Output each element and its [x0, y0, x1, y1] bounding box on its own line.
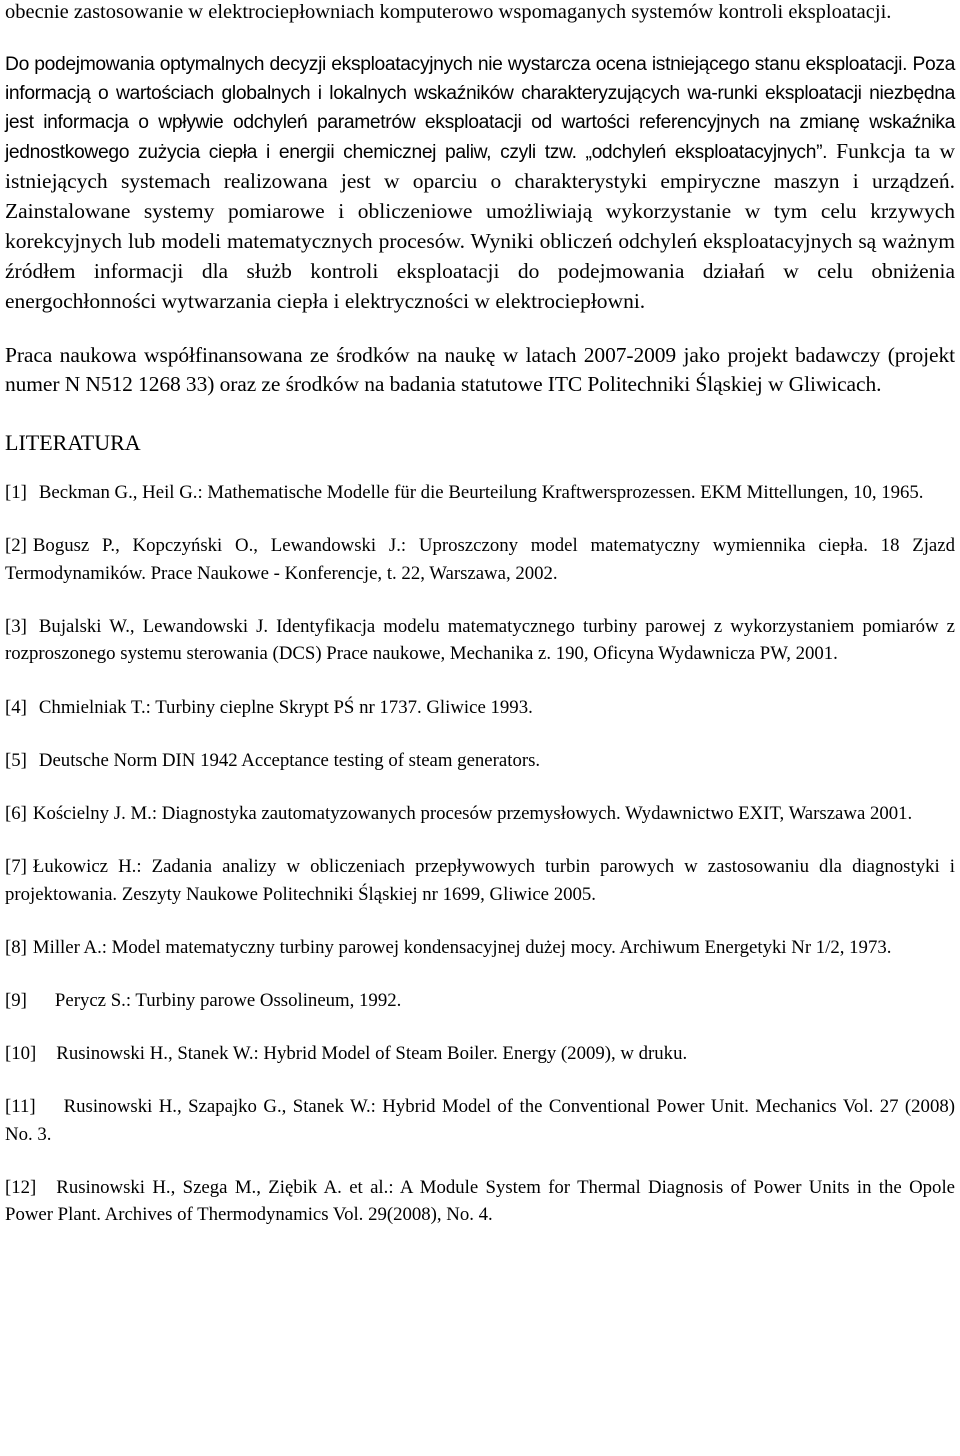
- reference-item: [5, 479, 955, 506]
- reference-text: Rusinowski H., Stanek W.: Hybrid Model of Steam Boiler. Energy (2009), w druku.: [56, 1043, 688, 1065]
- analysis-paragraph: [5, 50, 955, 317]
- reference-number: [9]: [5, 990, 27, 1012]
- reference-item: [5, 800, 955, 827]
- reference-item: [5, 1040, 955, 1067]
- reference-item: [5, 987, 955, 1014]
- reference-item: [5, 694, 955, 721]
- funding-paragraph: Praca naukowa współfinansowana ze środków na naukę w latach 2007-2009 jako projekt badawczy (projekt numer N N512 1268 33) oraz ze środków na badania statutowe ITC Politechniki Śląskiej w Gliwicach.: [5, 343, 955, 396]
- reference-text: Bogusz P., Kopczyński O., Lewandowski J.: Uproszczony model matematyczny wymiennika ciepła. 18 Zjazd Termodynamików. Prace Naukowe - Konferencje, t. 22, Warszawa, 2002.: [5, 535, 955, 584]
- reference-item: [5, 853, 955, 908]
- reference-number: [2]: [5, 535, 27, 557]
- reference-text: Kościelny J. M.: Diagnostyka zautomatyzowanych procesów przemysłowych. Wydawnictwo EXIT, Warszawa 2001.: [32, 803, 913, 825]
- reference-number: [4]: [5, 696, 27, 718]
- reference-item: [5, 532, 955, 587]
- intro-paragraph: obecnie zastosowanie w elektrociepłowniach komputerowo wspomaganych systemów kontroli eksploatacji.: [5, 1, 892, 23]
- reference-number: [8]: [5, 936, 27, 958]
- references-heading: LITERATURA: [5, 430, 141, 456]
- reference-text: Beckman G., Heil G.: Mathematische Modelle für die Beurteilung Kraftwersprozessen. EKM Mittellungen, 10, 1965.: [38, 482, 924, 504]
- reference-text: Chmielniak T.: Turbiny cieplne Skrypt PŚ nr 1737. Gliwice 1993.: [38, 696, 533, 718]
- reference-item: [5, 1174, 955, 1229]
- reference-number: [6]: [5, 803, 27, 825]
- reference-number: [5]: [5, 749, 27, 771]
- reference-text: Rusinowski H., Szega M., Ziębik A. et al.: A Module System for Thermal Diagnosis of Power Units in the Opole Power Plant. Archives of Thermodynamics Vol. 29(2008), No. 4.: [5, 1177, 955, 1226]
- document-page: [5, 0, 955, 1255]
- reference-number: [10]: [5, 1043, 37, 1065]
- reference-item: [5, 1093, 955, 1148]
- reference-text: Łukowicz H.: Zadania analizy w obliczeniach przepływowych turbin parowych w zastosowaniu dla diagnostyki i projektowania. Zeszyty Naukowe Politechniki Śląskiej nr 1699, Gliwice 2005.: [5, 856, 955, 905]
- analysis-paragraph-main: Poza informacją o wartościach globalnych i lokalnych wskaźników charakteryzujących wa-runki eksploatacji niezbędna jest informacja o wpływie odchyleń parametrów eksploatacji od wartości referencyjnych na zmianę wskaźnika jednostkowego zużycia ciepła i energii chemicznej paliw, czyli tzw. „odchyleń eksploatacyjnych”.: [5, 54, 955, 163]
- analysis-paragraph-start: Do podejmowania optymalnych decyzji eksploatacyjnych nie wystarcza ocena istniejącego stanu eksploatacji.: [5, 54, 908, 75]
- reference-number: [3]: [5, 616, 27, 637]
- reference-list: [5, 479, 955, 1229]
- reference-number: [11]: [5, 1096, 36, 1118]
- reference-number: [12]: [5, 1177, 37, 1199]
- reference-text: Bujalski W., Lewandowski J. Identyfikacja modelu matematycznego turbiny parowej z wykorzystaniem pomiarów z rozproszonego systemu sterowania (DCS) Prace naukowe, Mechanika z. 190, Oficyna Wydawnicza PW, 2001.: [5, 616, 955, 665]
- analysis-paragraph-serif: Funkcja ta w istniejących systemach realizowana jest w oparciu o charakterystyki empiryczne maszyn i urządzeń. Zainstalowane systemy pomiarowe i obliczeniowe umożliwiają wykorzystanie w tym celu krzywych korekcyjnych lub modeli matematycznych procesów. Wyniki obliczeń odchyleń eksploatacyjnych są ważnym źródłem informacji dla służb kontroli eksploatacji do podejmowania działań w celu obniżenia energochłonności wytwarzania ciepła i elektryczności w elektrociepłowni.: [5, 139, 955, 313]
- reference-text: Miller A.: Model matematyczny turbiny parowej kondensacyjnej dużej mocy. Archiwum Energetyki Nr 1/2, 1973.: [32, 936, 892, 958]
- reference-item: [5, 934, 955, 961]
- reference-text: Deutsche Norm DIN 1942 Acceptance testing of steam generators.: [38, 749, 541, 771]
- reference-item: [5, 613, 955, 668]
- reference-text: Perycz S.: Turbiny parowe Ossolineum, 1992.: [54, 990, 402, 1012]
- reference-number: [1]: [5, 482, 27, 504]
- reference-number: [7]: [5, 856, 27, 878]
- reference-text: Rusinowski H., Szapajko G., Stanek W.: Hybrid Model of the Conventional Power Unit. Mechanics Vol. 27 (2008) No. 3.: [5, 1096, 955, 1145]
- reference-item: [5, 747, 955, 774]
